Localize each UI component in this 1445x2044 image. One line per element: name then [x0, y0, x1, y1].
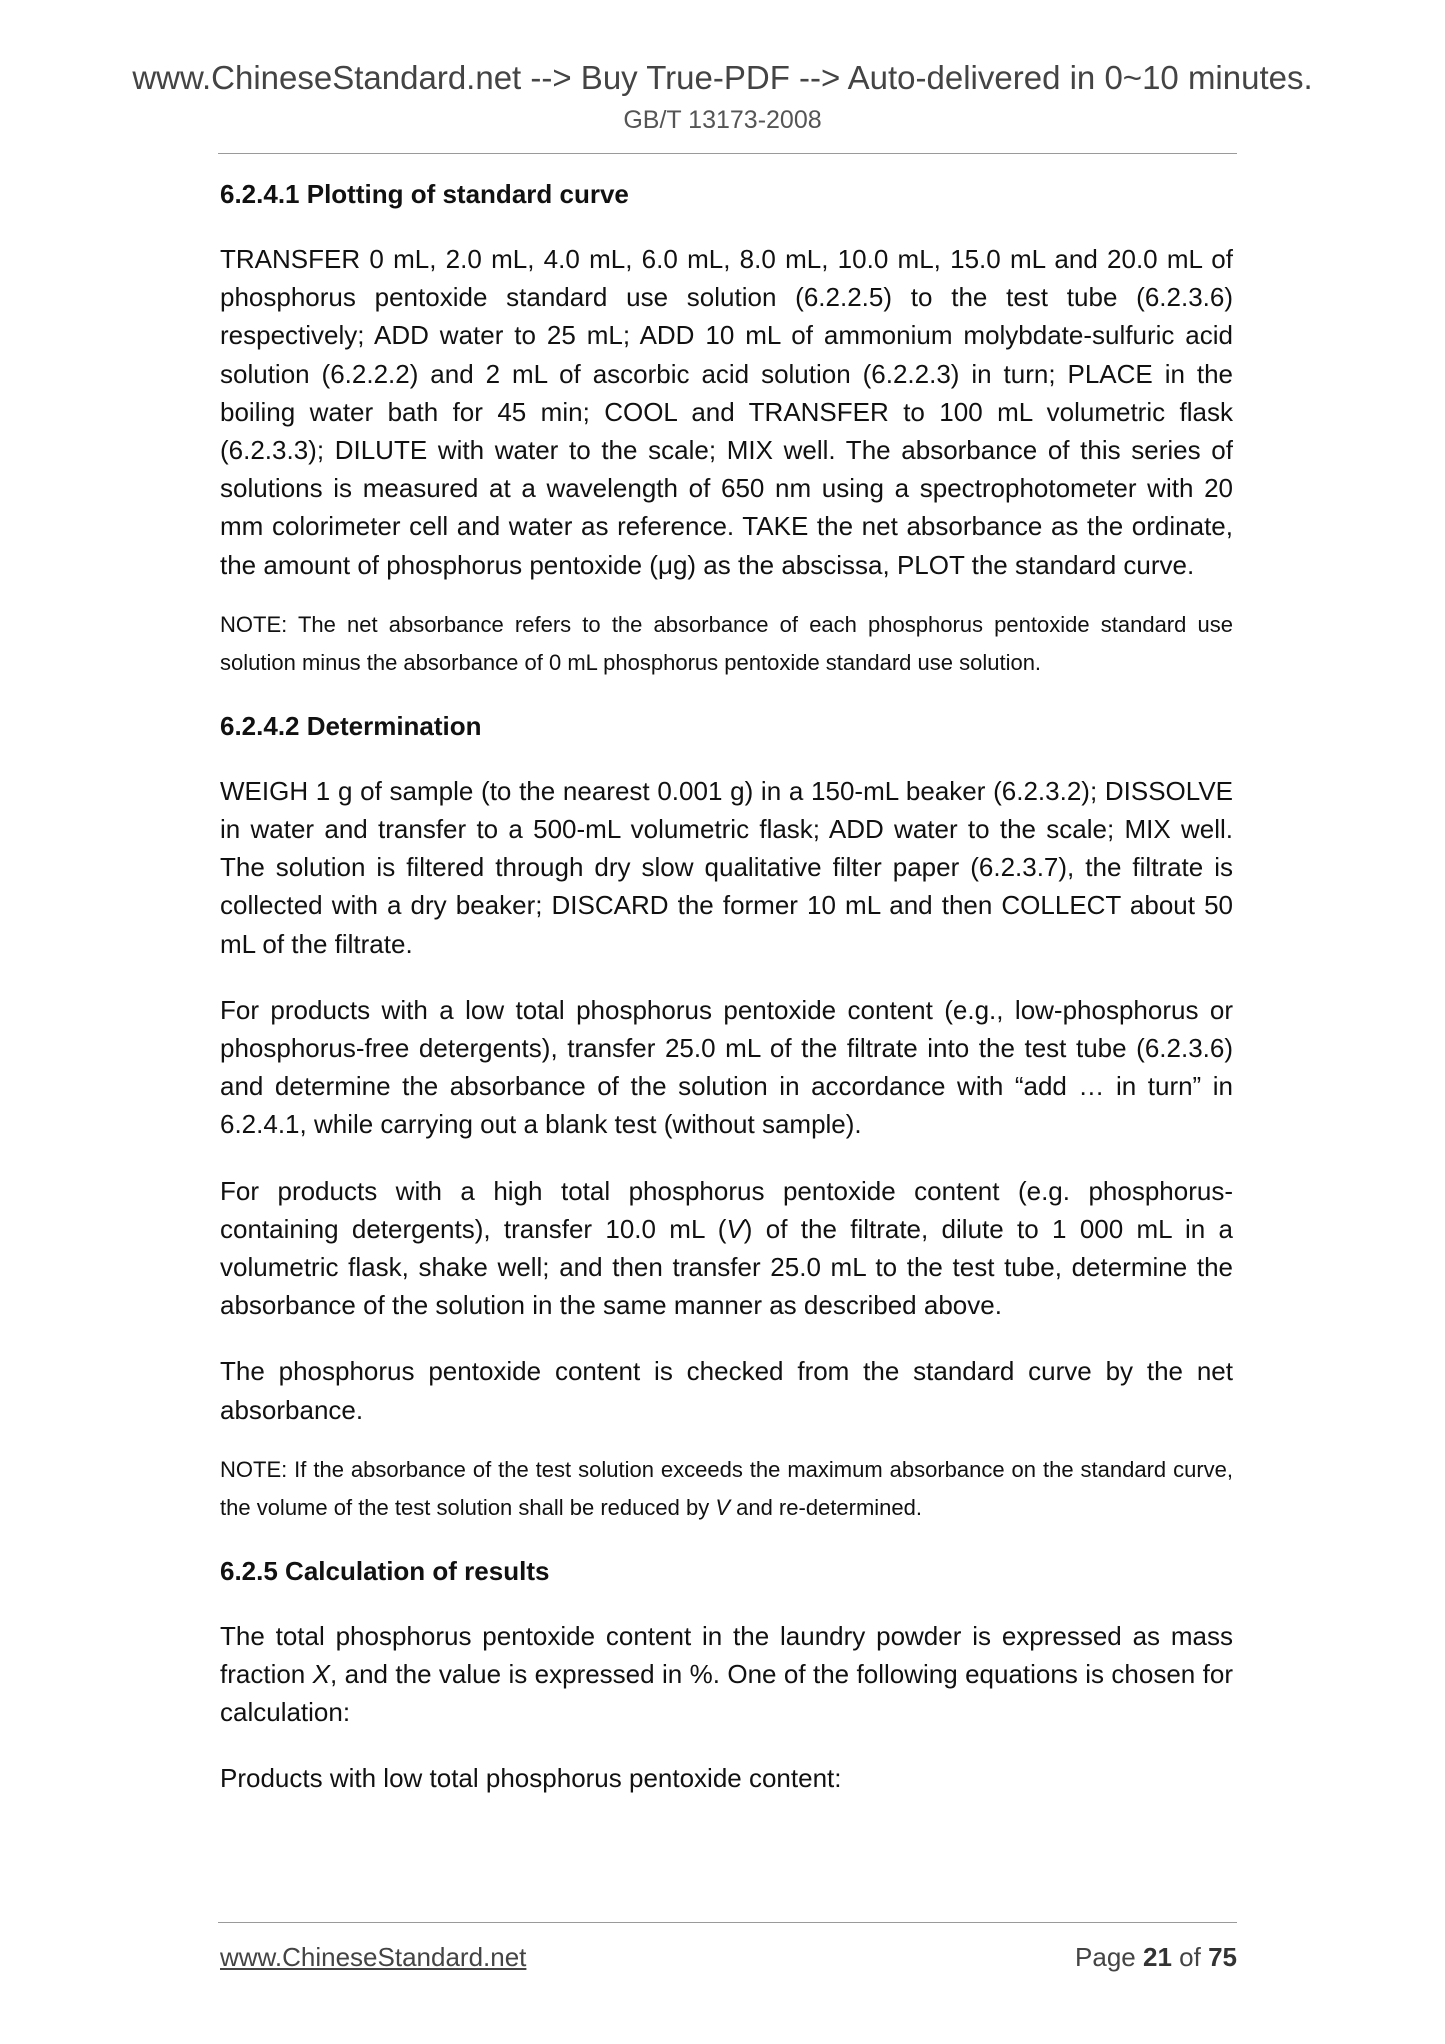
variable-x: X — [312, 1659, 330, 1690]
text-run: The total phosphorus pentoxide content in the laundry powder is expressed as mass fraction — [220, 1620, 1233, 1690]
note-net-absorbance: NOTE: The net absorbance refers to the absorbance of each phosphorus pentoxide standard use solution minus the absorbance of 0 mL phosphorus pentoxide standard use solution. — [220, 611, 1233, 675]
page-prefix: Page — [1075, 1942, 1136, 1972]
paragraph-low-phosphorus: For products with a low total phosphorus pentoxide content (e.g., low-phosphorus or phosphorus-free detergents), transfer 25.0 mL of the filtrate into the test tube (6.2.3.6) and determine the absorbance of the solution in accordance with “add … in turn” in 6.2.4.1, while carrying out a blank test (without sample). — [220, 994, 1233, 1140]
section-heading-6-2-5: 6.2.5 Calculation of results — [220, 1555, 550, 1586]
page-current: 21 — [1143, 1942, 1172, 1972]
paragraph-weigh-sample: WEIGH 1 g of sample (to the nearest 0.001 g) in a 150-mL beaker (6.2.3.2); DISSOLVE in water and transfer to a 500-mL volumetric flask; ADD water to the scale; MIX well. The solution is filtered through dry slow qualitative filter paper (6.2.3.7), the filtrate is collected with a dry beaker; DISCARD the former 10 mL and then COLLECT about 50 mL of the filtrate. — [220, 775, 1233, 959]
footer-website-link[interactable]: www.ChineseStandard.net — [220, 1942, 527, 1972]
text-run: ) of the filtrate, dilute to 1 000 mL in a volumetric flask, shake well; and then transfer 25.0 mL to the test tube, determine the absorbance of the solution in the same manner as described above. — [220, 1213, 1233, 1321]
text-run: , and the value is expressed in %. One of the following equations is chosen for calculation: — [220, 1659, 1233, 1728]
footer-divider — [218, 1922, 1237, 1923]
note-exceeds-absorbance — [220, 1451, 1233, 1527]
standard-number: GB/T 13173-2008 — [623, 106, 822, 134]
text-run: and re-determined. — [730, 1494, 922, 1520]
header-divider — [218, 153, 1237, 154]
section-heading-6-2-4-1: 6.2.4.1 Plotting of standard curve — [220, 179, 629, 209]
header-banner: www.ChineseStandard.net --> Buy True-PDF --> Auto-delivered in 0~10 minutes. — [132, 59, 1313, 96]
paragraph-low-content-label: Products with low total phosphorus pentoxide content: — [220, 1763, 842, 1794]
document-body — [220, 172, 1233, 1826]
page-of: of — [1179, 1942, 1201, 1972]
text-run: NOTE: If the absorbance of the test solution exceeds the maximum absorbance on the standard curve, the volume of the test solution shall be reduced by — [220, 1456, 1233, 1520]
variable-v: V — [726, 1213, 744, 1244]
variable-v: V — [715, 1494, 730, 1520]
section-heading-6-2-4-2: 6.2.4.2 Determination — [220, 710, 482, 741]
paragraph-high-phosphorus — [220, 1172, 1233, 1325]
page-total: 75 — [1208, 1942, 1237, 1972]
paragraph-standard-curve: TRANSFER 0 mL, 2.0 mL, 4.0 mL, 6.0 mL, 8.0 mL, 10.0 mL, 15.0 mL and 20.0 mL of phosphorus pentoxide standard use solution (6.2.2.5) to the test tube (6.2.3.6) respectively; ADD water to 25 mL; ADD 10 mL of ammonium molybdate-sulfuric acid solution (6.2.2.2) and 2 mL of ascorbic acid solution (6.2.2.3) in turn; PLACE in the boiling water bath for 45 min; COOL and TRANSFER to 100 mL volumetric flask (6.2.3.3); DILUTE with water to the scale; MIX well. The absorbance of this series of solutions is measured at a wavelength of 650 nm using a spectrophotometer with 20 mm colorimeter cell and water as reference. TAKE the net absorbance as the ordinate, the amount of phosphorus pentoxide (μg) as the abscissa, PLOT the standard curve. — [220, 244, 1233, 580]
page-number — [1075, 1940, 1237, 1974]
paragraph-calculation — [220, 1617, 1233, 1732]
paragraph-content-check: The phosphorus pentoxide content is checked from the standard curve by the net absorbance. — [220, 1356, 1233, 1425]
text-run: For products with a high total phosphorus pentoxide content (e.g. phosphorus-containing detergents), transfer 10.0 mL ( — [220, 1175, 1233, 1244]
